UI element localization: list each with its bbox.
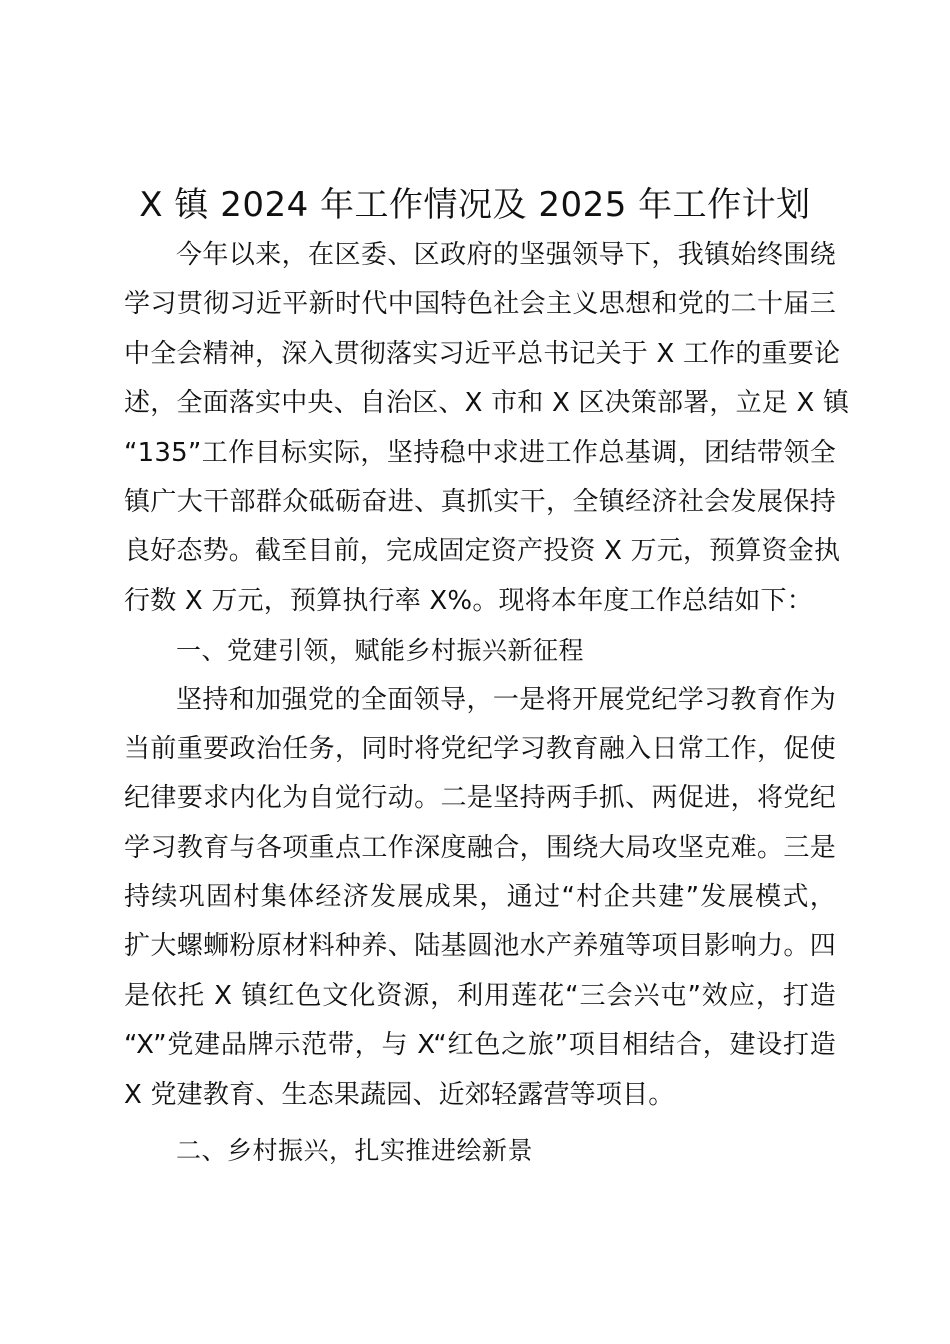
section-line: 学习教育与各项重点工作深度融合，围绕大局攻坚克难。三是 bbox=[124, 832, 836, 863]
section-line: 持续巩固村集体经济发展成果，通过“村企共建”发展模式， bbox=[124, 882, 836, 913]
section-line: X 党建教育、生态果蔬园、近郊轻露营等项目。 bbox=[124, 1079, 675, 1110]
section-line: 扩大螺蛳粉原材料种养、陆基圆池水产养殖等项目影响力。四 bbox=[124, 931, 836, 962]
intro-line: 良好态势。截至目前，完成固定资产投资 X 万元，预算资金执 bbox=[124, 536, 841, 567]
section-line: 纪律要求内化为自觉行动。二是坚持两手抓、两促进，将党纪 bbox=[124, 783, 836, 814]
section-line: “X”党建品牌示范带，与 X“红色之旅”项目相结合，建设打造 bbox=[124, 1030, 836, 1061]
section-line: 当前重要政治任务，同时将党纪学习教育融入日常工作，促使 bbox=[124, 733, 836, 764]
intro-line: 述，全面落实中央、自治区、X 市和 X 区决策部署，立足 X 镇 bbox=[124, 388, 850, 419]
section-line: 是依托 X 镇红色文化资源，利用莲花“三会兴屯”效应，打造 bbox=[124, 980, 836, 1011]
document-title: X 镇 2024 年工作情况及 2025 年工作计划 bbox=[139, 185, 811, 225]
intro-line: 学习贯彻习近平新时代中国特色社会主义思想和党的二十届三 bbox=[124, 289, 836, 320]
intro-line: “135”工作目标实际，坚持稳中求进工作总基调，团结带领全 bbox=[124, 437, 836, 468]
intro-line: 中全会精神，深入贯彻落实习近平总书记关于 X 工作的重要论 bbox=[124, 338, 841, 369]
section-line: 坚持和加强党的全面领导，一是将开展党纪学习教育作为 bbox=[176, 684, 836, 715]
intro-line: 镇广大干部群众砥砺奋进、真抓实干，全镇经济社会发展保持 bbox=[124, 486, 836, 517]
section-heading: 二、乡村振兴，扎实推进绘新景 bbox=[176, 1136, 534, 1166]
document-body bbox=[124, 231, 850, 1175]
intro-line: 行数 X 万元，预算执行率 X%。现将本年度工作总结如下： bbox=[124, 585, 813, 616]
section-heading: 一、党建引领，赋能乡村振兴新征程 bbox=[176, 636, 585, 666]
intro-line: 今年以来，在区委、区政府的坚强领导下，我镇始终围绕 bbox=[176, 240, 836, 270]
